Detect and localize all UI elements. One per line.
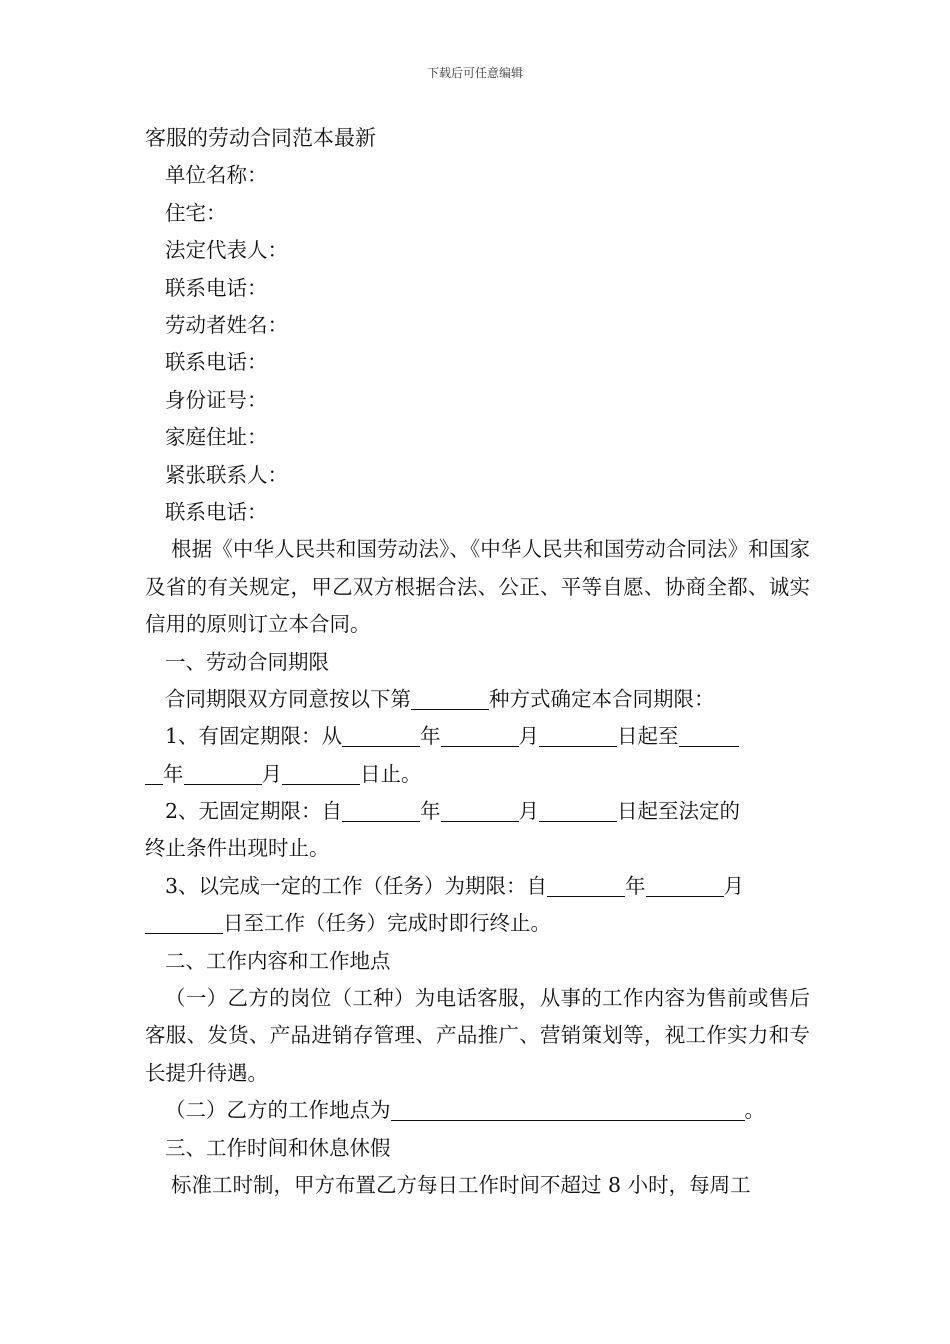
blank-line	[547, 874, 625, 897]
page-header: 下载后可任意编辑	[426, 66, 523, 80]
section-heading: 二、工作内容和工作地点	[165, 948, 391, 973]
blank-line	[646, 874, 724, 897]
option-task-term-cont: 日至工作（任务）完成时即行终止。	[145, 905, 810, 942]
option-fixed-term-cont: 年 月 日止。	[145, 756, 810, 793]
field-label: 联系电话：	[165, 499, 268, 524]
blank-line	[145, 762, 163, 785]
blank-line	[441, 799, 519, 822]
option-open-term-cont: 终止条件出现时止。	[145, 836, 330, 861]
section-heading: 一、劳动合同期限	[165, 649, 329, 674]
field-label: 住宅：	[165, 200, 227, 225]
option-fixed-term: 1、有固定期限：从 年 月 日起至	[145, 718, 810, 755]
work-hours-paragraph: 标准工时制，甲方布置乙方每日工作时间不超过 8 小时，每周工	[171, 1173, 751, 1198]
field-label: 身份证号：	[165, 387, 268, 412]
field-label: 联系电话：	[165, 275, 268, 300]
field-label: 法定代表人：	[165, 238, 288, 263]
blank-line	[342, 799, 420, 822]
option-open-term: 2、无固定期限：自 年 月 日起至法定的	[165, 799, 741, 824]
field-label: 联系电话：	[165, 350, 268, 375]
option-task-term: 3、以完成一定的工作（任务）为期限：自 年 月	[165, 873, 745, 898]
intro-paragraph: 根据《中华人民共和国劳动法》、《中华人民共和国劳动合同法》和国家及省的有关规定，甲乙双方根据合法、公正、平等自愿、协商全都、诚实信用的原则订立本合同。	[145, 537, 810, 637]
job-content-paragraph: （一）乙方的岗位（工种）为电话客服，从事的工作内容为售前或售后客服、发货、产品进销存管理、产品推广、营销策划等，视工作实力和专长提升待遇。	[145, 986, 810, 1085]
field-label: 家庭住址：	[165, 425, 268, 450]
section-heading: 三、工作时间和休息休假	[165, 1135, 391, 1160]
field-label: 单位名称：	[165, 163, 268, 188]
work-location-line: （二）乙方的工作地点为 。	[165, 1098, 765, 1123]
blank-line	[539, 799, 617, 822]
blank-line	[184, 762, 262, 785]
contract-document	[145, 120, 810, 1204]
blank-line	[539, 724, 617, 747]
blank-line	[411, 687, 489, 710]
blank-line	[342, 724, 420, 747]
blank-line	[679, 724, 739, 747]
blank-line	[391, 1098, 745, 1121]
term-choice-line: 合同期限双方同意按以下第 种方式确定本合同期限：	[165, 686, 715, 711]
blank-line	[145, 911, 223, 934]
document-title: 客服的劳动合同范本最新	[145, 126, 376, 150]
blank-line	[282, 762, 360, 785]
field-label: 劳动者姓名：	[165, 312, 288, 337]
field-label: 紧张联系人：	[165, 462, 288, 487]
blank-line	[441, 724, 519, 747]
